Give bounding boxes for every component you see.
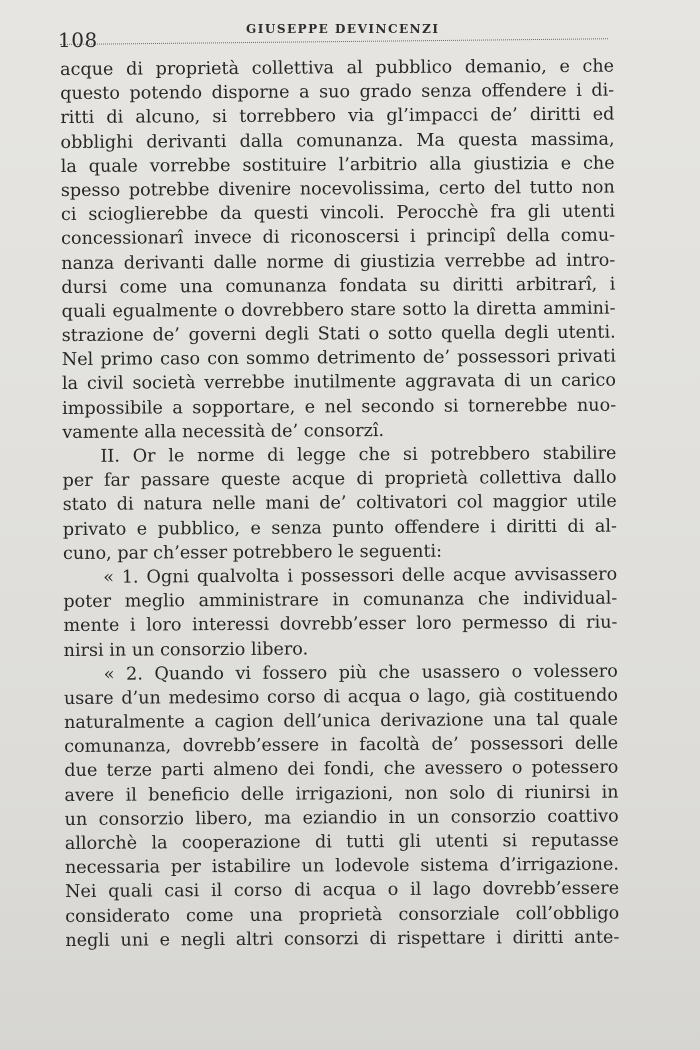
- text-line: obblighi derivanti dalla comunanza. Ma questa massima,: [60, 129, 615, 153]
- text-line: strazione de’ governi degli Stati o sotto quella degli utenti.: [61, 322, 616, 347]
- text-line: comunanza, dovrebb’essere in facoltà de’ possessori delle: [64, 733, 619, 758]
- text-line: impossibile a sopportare, e nel secondo si tornerebbe nuo-: [62, 395, 617, 419]
- text-line: « 2. Quando vi fossero più che usassero o volessero: [103, 661, 618, 685]
- text-line: quali egualmente o dovrebbero stare sotto la diretta ammini-: [61, 298, 616, 322]
- text-line: la civil società verrebbe inutilmente aggravata di un carico: [61, 371, 617, 395]
- text-line: II. Or le norme di legge che si potrebbero stabilire: [100, 443, 617, 467]
- text-line: Nei quali casi il corso di acqua o il lago dovrebb’essere: [65, 878, 620, 903]
- text-line: questo potendo disporne a suo grado senza offendere i di-: [60, 80, 615, 105]
- text-line: la quale vorrebbe sostituire l’arbitrio alla giustizia e che: [60, 153, 615, 177]
- text-line: spesso potrebbe divenire nocevolissima, certo del tutto non: [60, 177, 615, 201]
- text-line: acque di proprietà collettiva al pubblico demanio, e che: [60, 56, 615, 80]
- text-line: naturalmente a cagion dell’unica derivazione una tal quale: [64, 709, 619, 734]
- text-line: poter meglio amministrare in comunanza che individual-: [63, 588, 618, 613]
- page-header: [58, 22, 610, 52]
- text-line: stato di natura nelle mani de’ coltivatori col maggior utile: [62, 491, 617, 516]
- text-line: cuno, par ch’esser potrebbero le seguenti:: [62, 541, 443, 564]
- text-line: ci scioglierebbe da questi vincoli. Perocchè fra gli utenti: [60, 201, 616, 226]
- text-line: privato e pubblico, e senza punto offendere i diritti di al-: [62, 516, 617, 540]
- text-line: necessaria per istabilire un lodevole sistema d’irrigazione.: [64, 854, 619, 879]
- text-line: « 1. Ogni qualvolta i possessori delle acque avvisassero: [103, 564, 618, 588]
- text-line: un consorzio libero, ma eziandio in un consorzio coattivo: [64, 806, 619, 830]
- text-line: concessionarî invece di riconoscersi i principî della comu-: [61, 225, 616, 250]
- text-line: avere il beneficio delle irrigazioni, non solo di riunirsi in: [64, 782, 619, 806]
- text-line: considerato come una proprietà consorziale coll’obbligo: [65, 903, 620, 927]
- text-line: ritti di alcuno, si torrebbero via gl’impacci de’ diritti ed: [60, 104, 615, 129]
- text-line: allorchè la cooperazione di tutti gli utenti si reputasse: [64, 830, 619, 854]
- text-line: Nel primo caso con sommo detrimento de’ possessori privati: [61, 346, 616, 371]
- text-line: usare d’un medesimo corso di acqua o lago, già costituendo: [63, 685, 618, 709]
- page-number: 108: [58, 28, 98, 52]
- text-line: mente i loro interessi dovrebb’esser loro permesso di riu-: [63, 612, 618, 637]
- text-line: due terze parti almeno dei fondi, che avessero o potessero: [64, 758, 619, 782]
- text-line: per far passare queste acque di proprietà collettiva dallo: [62, 467, 617, 492]
- text-line: dursi come una comunanza fondata su diritti arbitrarî, i: [61, 274, 616, 298]
- running-head: GIUSEPPE DEVINCENZI: [246, 22, 440, 36]
- text-line: nanza derivanti dalle norme di giustizia verrebbe ad intro-: [61, 250, 616, 274]
- text-line: nirsi in un consorzio libero.: [63, 638, 309, 661]
- text-line: vamente alla necessità de’ consorzî.: [62, 420, 385, 443]
- body-text: [60, 55, 619, 953]
- text-line: negli uni e negli altri consorzi di rispettare i diritti ante-: [65, 927, 620, 951]
